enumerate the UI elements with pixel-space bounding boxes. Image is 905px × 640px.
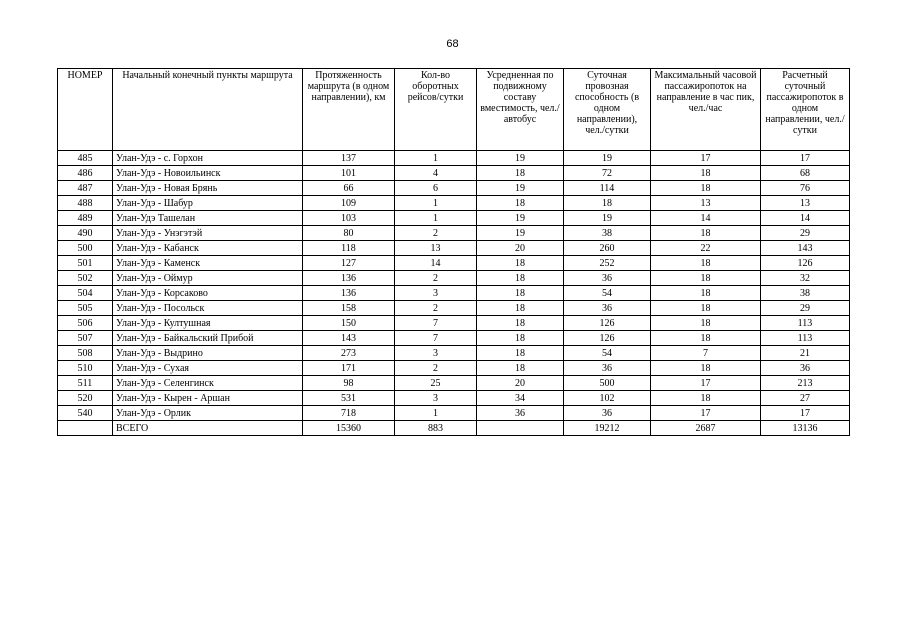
table-body bbox=[58, 151, 850, 436]
cell-daily-capacity: 102 bbox=[564, 391, 651, 406]
cell-trips: 1 bbox=[395, 211, 477, 226]
cell-capacity: 19 bbox=[477, 151, 564, 166]
cell-trips: 7 bbox=[395, 331, 477, 346]
cell-daily-flow: 213 bbox=[761, 376, 850, 391]
cell-length: 98 bbox=[303, 376, 395, 391]
table-row bbox=[58, 361, 850, 376]
table-row bbox=[58, 376, 850, 391]
cell-number: 506 bbox=[58, 316, 113, 331]
cell-daily-capacity: 36 bbox=[564, 271, 651, 286]
cell-daily-capacity: 18 bbox=[564, 196, 651, 211]
cell-length: 158 bbox=[303, 301, 395, 316]
cell-route: Улан-Удэ - Сухая bbox=[113, 361, 303, 376]
cell-length: 127 bbox=[303, 256, 395, 271]
cell-daily-capacity: 38 bbox=[564, 226, 651, 241]
cell-length: 273 bbox=[303, 346, 395, 361]
cell-route: Улан-Удэ - Новоильинск bbox=[113, 166, 303, 181]
cell-capacity: 18 bbox=[477, 196, 564, 211]
cell-capacity: 18 bbox=[477, 346, 564, 361]
column-header-daily-flow: Расчетный суточный пассажиропоток в одном направлении, чел./сутки bbox=[761, 69, 850, 151]
column-header-route: Начальный конечный пункты маршрута bbox=[113, 69, 303, 151]
routes-table bbox=[57, 68, 850, 436]
cell-capacity: 19 bbox=[477, 181, 564, 196]
cell-daily-flow: 113 bbox=[761, 316, 850, 331]
cell-daily-flow: 38 bbox=[761, 286, 850, 301]
cell-daily-capacity: 19 bbox=[564, 151, 651, 166]
cell-daily-capacity: 500 bbox=[564, 376, 651, 391]
cell-capacity: 18 bbox=[477, 166, 564, 181]
cell-peak-flow: 18 bbox=[651, 361, 761, 376]
cell-trips: 14 bbox=[395, 256, 477, 271]
cell-capacity: 36 bbox=[477, 406, 564, 421]
cell-route: Улан-Удэ - Посольск bbox=[113, 301, 303, 316]
cell-length: 109 bbox=[303, 196, 395, 211]
cell-number: 486 bbox=[58, 166, 113, 181]
cell-daily-flow: 17 bbox=[761, 406, 850, 421]
cell-peak-flow: 18 bbox=[651, 181, 761, 196]
cell-route: Улан-Удэ - Селенгинск bbox=[113, 376, 303, 391]
cell-daily-capacity: 36 bbox=[564, 406, 651, 421]
cell-daily-capacity: 260 bbox=[564, 241, 651, 256]
cell-capacity: 18 bbox=[477, 316, 564, 331]
cell-route: Улан-Удэ - с. Горхон bbox=[113, 151, 303, 166]
table-header-row bbox=[58, 69, 850, 151]
cell-length: 718 bbox=[303, 406, 395, 421]
cell-peak-flow: 18 bbox=[651, 316, 761, 331]
cell-number: 500 bbox=[58, 241, 113, 256]
cell-trips: 1 bbox=[395, 151, 477, 166]
cell-trips: 7 bbox=[395, 316, 477, 331]
cell-number: 489 bbox=[58, 211, 113, 226]
cell-daily-flow: 17 bbox=[761, 151, 850, 166]
cell-capacity: 18 bbox=[477, 331, 564, 346]
cell-daily-capacity: 36 bbox=[564, 301, 651, 316]
cell-daily-capacity: 252 bbox=[564, 256, 651, 271]
column-header-daily-capacity: Суточная провозная способность (в одном направлении), чел./сутки bbox=[564, 69, 651, 151]
table-row bbox=[58, 151, 850, 166]
column-header-length: Протяженность маршрута (в одном направлении), км bbox=[303, 69, 395, 151]
total-cell-trips: 883 bbox=[395, 421, 477, 436]
cell-trips: 2 bbox=[395, 226, 477, 241]
cell-peak-flow: 7 bbox=[651, 346, 761, 361]
cell-daily-flow: 32 bbox=[761, 271, 850, 286]
cell-capacity: 18 bbox=[477, 286, 564, 301]
table-row bbox=[58, 196, 850, 211]
cell-number: 511 bbox=[58, 376, 113, 391]
cell-length: 171 bbox=[303, 361, 395, 376]
cell-route: Улан-Удэ - Шабур bbox=[113, 196, 303, 211]
total-cell-route: ВСЕГО bbox=[113, 421, 303, 436]
table-row bbox=[58, 211, 850, 226]
cell-peak-flow: 13 bbox=[651, 196, 761, 211]
cell-daily-flow: 126 bbox=[761, 256, 850, 271]
cell-daily-capacity: 54 bbox=[564, 286, 651, 301]
cell-route: Улан-Удэ - Кабанск bbox=[113, 241, 303, 256]
cell-trips: 4 bbox=[395, 166, 477, 181]
cell-length: 103 bbox=[303, 211, 395, 226]
cell-peak-flow: 18 bbox=[651, 391, 761, 406]
cell-capacity: 19 bbox=[477, 226, 564, 241]
cell-daily-flow: 113 bbox=[761, 331, 850, 346]
cell-daily-capacity: 54 bbox=[564, 346, 651, 361]
cell-trips: 2 bbox=[395, 301, 477, 316]
column-header-capacity: Усредненная по подвижному составу вместимость, чел./автобус bbox=[477, 69, 564, 151]
cell-capacity: 18 bbox=[477, 256, 564, 271]
cell-peak-flow: 18 bbox=[651, 271, 761, 286]
cell-daily-capacity: 36 bbox=[564, 361, 651, 376]
cell-daily-capacity: 126 bbox=[564, 331, 651, 346]
table-row bbox=[58, 406, 850, 421]
total-cell-peak-flow: 2687 bbox=[651, 421, 761, 436]
cell-route: Улан-Удэ - Кырен - Аршан bbox=[113, 391, 303, 406]
cell-daily-capacity: 126 bbox=[564, 316, 651, 331]
cell-length: 136 bbox=[303, 271, 395, 286]
cell-route: Улан-Удэ - Орлик bbox=[113, 406, 303, 421]
cell-daily-flow: 143 bbox=[761, 241, 850, 256]
column-header-peak-flow: Максимальный часовой пассажиропоток на направление в час пик, чел./час bbox=[651, 69, 761, 151]
cell-daily-flow: 29 bbox=[761, 301, 850, 316]
cell-route: Улан-Удэ - Оймур bbox=[113, 271, 303, 286]
table-row bbox=[58, 301, 850, 316]
cell-number: 490 bbox=[58, 226, 113, 241]
cell-length: 531 bbox=[303, 391, 395, 406]
cell-daily-flow: 76 bbox=[761, 181, 850, 196]
cell-peak-flow: 22 bbox=[651, 241, 761, 256]
cell-daily-flow: 27 bbox=[761, 391, 850, 406]
cell-peak-flow: 14 bbox=[651, 211, 761, 226]
total-cell-number bbox=[58, 421, 113, 436]
cell-route: Улан-Удэ - Каменск bbox=[113, 256, 303, 271]
cell-trips: 13 bbox=[395, 241, 477, 256]
cell-route: Улан-Удэ - Выдрино bbox=[113, 346, 303, 361]
cell-number: 510 bbox=[58, 361, 113, 376]
cell-number: 504 bbox=[58, 286, 113, 301]
table-row bbox=[58, 271, 850, 286]
cell-capacity: 18 bbox=[477, 301, 564, 316]
cell-daily-capacity: 72 bbox=[564, 166, 651, 181]
cell-daily-flow: 29 bbox=[761, 226, 850, 241]
table-row bbox=[58, 256, 850, 271]
total-cell-length: 15360 bbox=[303, 421, 395, 436]
cell-peak-flow: 18 bbox=[651, 286, 761, 301]
cell-daily-flow: 68 bbox=[761, 166, 850, 181]
table-row bbox=[58, 226, 850, 241]
cell-capacity: 20 bbox=[477, 376, 564, 391]
table-row bbox=[58, 346, 850, 361]
cell-trips: 3 bbox=[395, 286, 477, 301]
cell-trips: 3 bbox=[395, 391, 477, 406]
table-row bbox=[58, 316, 850, 331]
cell-number: 520 bbox=[58, 391, 113, 406]
cell-route: Улан-Удэ - Новая Брянь bbox=[113, 181, 303, 196]
cell-trips: 1 bbox=[395, 406, 477, 421]
cell-length: 80 bbox=[303, 226, 395, 241]
table-row bbox=[58, 181, 850, 196]
page-number: 68 bbox=[446, 38, 459, 50]
total-cell-capacity bbox=[477, 421, 564, 436]
cell-number: 487 bbox=[58, 181, 113, 196]
cell-number: 501 bbox=[58, 256, 113, 271]
cell-capacity: 34 bbox=[477, 391, 564, 406]
table-row bbox=[58, 391, 850, 406]
cell-daily-capacity: 19 bbox=[564, 211, 651, 226]
cell-capacity: 18 bbox=[477, 361, 564, 376]
cell-trips: 2 bbox=[395, 361, 477, 376]
cell-number: 507 bbox=[58, 331, 113, 346]
total-row bbox=[58, 421, 850, 436]
cell-route: Улан-Удэ Ташелан bbox=[113, 211, 303, 226]
cell-number: 508 bbox=[58, 346, 113, 361]
cell-trips: 1 bbox=[395, 196, 477, 211]
cell-trips: 25 bbox=[395, 376, 477, 391]
cell-trips: 2 bbox=[395, 271, 477, 286]
cell-length: 143 bbox=[303, 331, 395, 346]
cell-peak-flow: 18 bbox=[651, 331, 761, 346]
cell-trips: 3 bbox=[395, 346, 477, 361]
cell-peak-flow: 17 bbox=[651, 151, 761, 166]
cell-peak-flow: 18 bbox=[651, 256, 761, 271]
cell-daily-flow: 14 bbox=[761, 211, 850, 226]
cell-capacity: 18 bbox=[477, 271, 564, 286]
table-row bbox=[58, 166, 850, 181]
cell-peak-flow: 18 bbox=[651, 226, 761, 241]
cell-daily-flow: 36 bbox=[761, 361, 850, 376]
table-row bbox=[58, 286, 850, 301]
cell-number: 488 bbox=[58, 196, 113, 211]
cell-peak-flow: 17 bbox=[651, 376, 761, 391]
cell-capacity: 19 bbox=[477, 211, 564, 226]
cell-daily-flow: 21 bbox=[761, 346, 850, 361]
cell-peak-flow: 18 bbox=[651, 301, 761, 316]
table-row bbox=[58, 241, 850, 256]
cell-length: 137 bbox=[303, 151, 395, 166]
cell-length: 136 bbox=[303, 286, 395, 301]
cell-length: 118 bbox=[303, 241, 395, 256]
column-header-trips: Кол-во оборотных рейсов/сутки bbox=[395, 69, 477, 151]
total-cell-daily-capacity: 19212 bbox=[564, 421, 651, 436]
table-row bbox=[58, 331, 850, 346]
cell-number: 540 bbox=[58, 406, 113, 421]
cell-route: Улан-Удэ - Култушная bbox=[113, 316, 303, 331]
total-cell-daily-flow: 13136 bbox=[761, 421, 850, 436]
cell-trips: 6 bbox=[395, 181, 477, 196]
column-header-number: НОМЕР bbox=[58, 69, 113, 151]
cell-number: 505 bbox=[58, 301, 113, 316]
cell-peak-flow: 18 bbox=[651, 166, 761, 181]
cell-route: Улан-Удэ - Корсаково bbox=[113, 286, 303, 301]
cell-length: 150 bbox=[303, 316, 395, 331]
cell-number: 485 bbox=[58, 151, 113, 166]
cell-daily-flow: 13 bbox=[761, 196, 850, 211]
cell-length: 101 bbox=[303, 166, 395, 181]
cell-capacity: 20 bbox=[477, 241, 564, 256]
cell-route: Улан-Удэ - Унэгэтэй bbox=[113, 226, 303, 241]
cell-peak-flow: 17 bbox=[651, 406, 761, 421]
cell-length: 66 bbox=[303, 181, 395, 196]
cell-daily-capacity: 114 bbox=[564, 181, 651, 196]
cell-number: 502 bbox=[58, 271, 113, 286]
cell-route: Улан-Удэ - Байкальский Прибой bbox=[113, 331, 303, 346]
